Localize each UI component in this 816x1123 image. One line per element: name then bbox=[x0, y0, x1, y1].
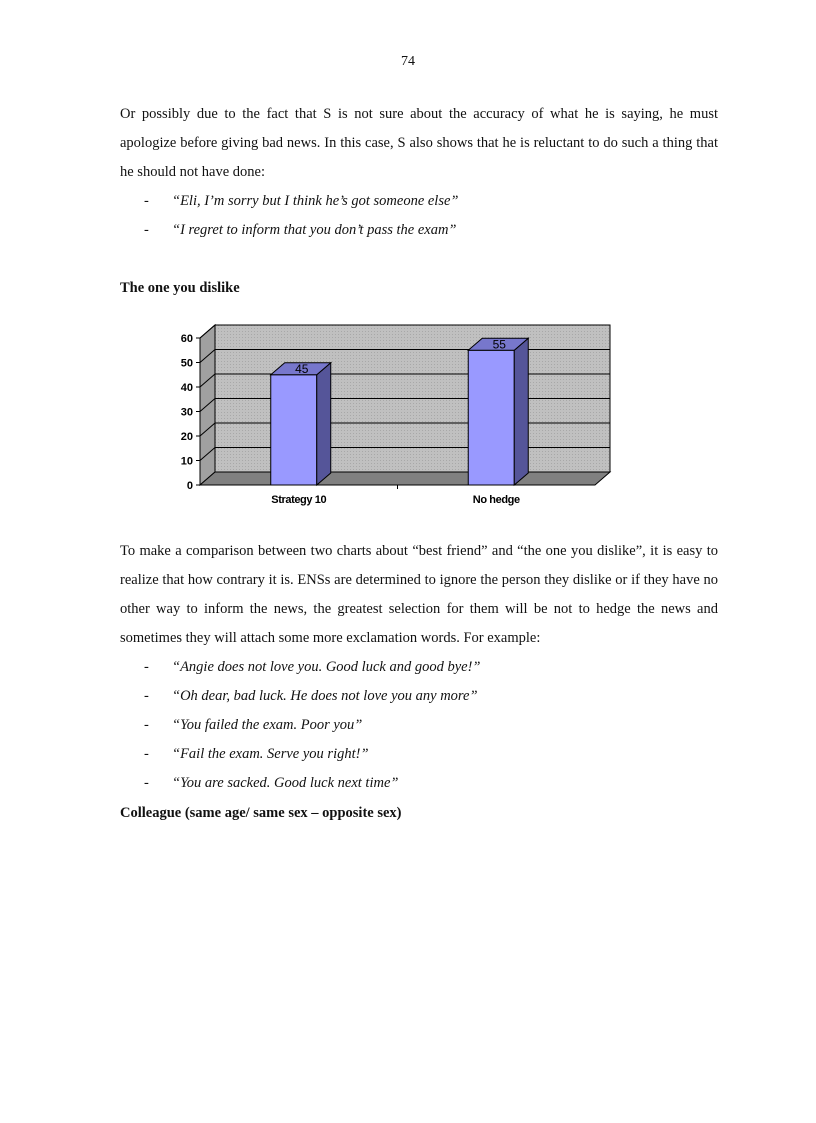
list-item-text: “I regret to inform that you don’t pass the exam” bbox=[172, 222, 457, 238]
bullet-dash: - bbox=[144, 717, 149, 733]
x-tick-label: No hedge bbox=[472, 494, 520, 506]
list-item-text: “You are sacked. Good luck next time” bbox=[172, 775, 399, 791]
bullet-list-examples bbox=[120, 653, 480, 798]
x-tick-label: Strategy 10 bbox=[271, 494, 327, 506]
paragraph-comparison: To make a comparison between two charts about “best friend” and “the one you dislike”, it is easy to realize that how contrary it is. ENSs are determined to ignore the person they dislike or if they have no other way to inform the news, the greatest selection for them will be not to hedge the news and sometimes they will attach some more exclamation words. For example: bbox=[120, 543, 718, 646]
y-tick-label: 50 bbox=[180, 357, 193, 370]
bullet-dash: - bbox=[144, 193, 149, 209]
bar bbox=[468, 350, 514, 485]
bullet-dash: - bbox=[144, 659, 149, 675]
y-tick-label: 60 bbox=[180, 333, 193, 345]
list-item bbox=[120, 682, 480, 711]
bar-side bbox=[514, 338, 528, 485]
y-tick-label: 20 bbox=[180, 431, 193, 443]
paragraph-apology: Or possibly due to the fact that S is not sure about the accuracy of what he is saying, he must apologize before giving bad news. In this case, S also shows that he is reluctant to do such a thing that he should not have done: bbox=[120, 106, 718, 180]
chart-floor bbox=[200, 472, 610, 485]
y-tick-label: 0 bbox=[186, 480, 193, 492]
data-label: 55 bbox=[492, 337, 506, 352]
bullet-dash: - bbox=[144, 775, 149, 791]
page-number: 74 bbox=[401, 54, 415, 69]
list-item-text: “You failed the exam. Poor you” bbox=[172, 717, 363, 733]
bar bbox=[271, 375, 317, 485]
list-item bbox=[120, 187, 458, 216]
bullet-dash: - bbox=[144, 688, 149, 704]
bullet-dash: - bbox=[144, 746, 149, 762]
y-tick-label: 30 bbox=[180, 406, 193, 419]
section-heading-colleague: Colleague (same age/ same sex – opposite sex) bbox=[120, 805, 402, 821]
bar-chart bbox=[170, 322, 640, 517]
list-item bbox=[120, 769, 480, 798]
list-item-text: “Angie does not love you. Good luck and good bye!” bbox=[172, 659, 481, 675]
list-item bbox=[120, 740, 480, 769]
list-item bbox=[120, 711, 480, 740]
bar-side bbox=[317, 363, 331, 485]
bullet-dash: - bbox=[144, 222, 149, 238]
y-tick-label: 10 bbox=[180, 455, 193, 468]
list-item-text: “Eli, I’m sorry but I think he’s got someone else” bbox=[172, 193, 459, 209]
data-label: 45 bbox=[295, 361, 309, 376]
list-item bbox=[120, 216, 458, 245]
list-item bbox=[120, 653, 480, 682]
bullet-list-apology bbox=[120, 187, 458, 245]
section-heading-dislike: The one you dislike bbox=[120, 280, 240, 296]
list-item-text: “Oh dear, bad luck. He does not love you any more” bbox=[172, 688, 478, 704]
y-tick-label: 40 bbox=[180, 382, 193, 394]
list-item-text: “Fail the exam. Serve you right!” bbox=[172, 746, 369, 762]
